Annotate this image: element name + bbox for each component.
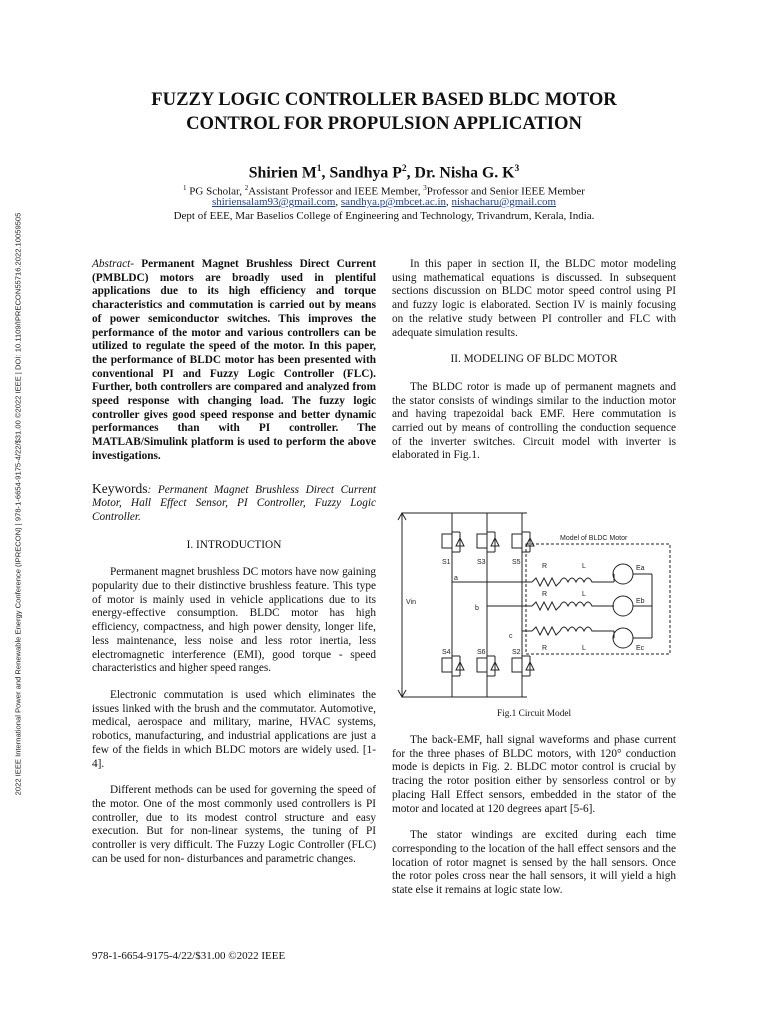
right-column-top [392,258,676,463]
affil-role-2: Assistant Professor and IEEE Member, [248,185,424,198]
r-label-c: R [542,645,548,652]
abstract-lead: Abstract- [92,258,135,270]
affil-sup-1: 1 [183,184,187,192]
title-line-2: CONTROL FOR PROPULSION APPLICATION [186,113,582,134]
left-column [92,258,376,866]
author-1: Shirien M [248,164,317,182]
section-heading-modeling: II. MODELING OF BLDC MOTOR [450,353,618,366]
circuit-diagram [392,508,676,704]
intro-paragraph-2: Electronic commutation is used which eliminates the issues linked with the brush and the commutator. Automotive, medical, aerospace and military, marine, HVAC systems, robotics, manufacturing, and industrial applications are just a few of the fields in which BLDC motors are widely used. [1-4]. [92,688,376,770]
keywords-body: : Permanent Magnet Brushless Direct Current Motor, Hall Effect Sensor, PI Controller, Fuzzy Logic Controller. [92,483,376,523]
switch-label-top-3: S5 [512,559,521,566]
paper-title [60,88,708,136]
node-label-c: c [509,633,513,640]
author-list [60,158,708,184]
email-link-2[interactable]: sandhya.p@mbcet.ac.in [340,196,447,208]
emf-label-a: Ea [636,565,645,572]
l-label-b: L [582,591,586,598]
affil-role-3: Professor and Senior IEEE Member [426,185,585,198]
l-label-c: L [582,645,586,652]
author-1-sup: 1 [316,164,322,174]
emf-label-c: Ec [636,645,645,652]
author-emails [40,196,728,209]
l-label-a: L [582,563,586,570]
email-sep-1: , [335,196,341,208]
email-sep-2: , [446,196,452,208]
vin-label: Vin [406,599,416,606]
title-line-1: FUZZY LOGIC CONTROLLER BASED BLDC MOTOR [151,89,617,110]
node-label-b: b [475,605,479,612]
keywords-lead: Keywords [92,480,148,496]
switch-label-bottom-3: S2 [512,649,521,656]
abstract-body: Permanent Magnet Brushless Direct Current (PMBLDC) motors are broadly used in plentiful applications due to its high efficiency and torque characteristics and commutation is carried out by means of power semiconductor switches. This improves the performance of the motor and various controllers can be utilized to regulate the speed of the motor. In this paper, the performance of BLDC motor has been presented with conventional PI and Fuzzy Logic Controller (FLC). Further, both controllers are compared and analyzed from speed response with changing load. The fuzzy logic controller gives good speed response and better dynamic performances than with PI controller. The MATLAB/Simulink platform is used to perform the above investigations. [92,258,376,462]
email-link-1[interactable]: shiriensalam93@gmail.com [211,196,336,208]
right-column-bottom [392,734,676,898]
affil-role-1: PG Scholar, [186,185,245,198]
circuit-figure [392,508,676,704]
affil-sup-3: 3 [423,184,427,192]
switch-label-bottom-1: S4 [442,649,451,656]
affil-sup-2: 2 [244,184,249,192]
modeling-paragraph-2: The back-EMF, hall signal waveforms and phase current for the three phases of BLDC motors, with 120° conduction mode is depicts in Fig. 2. BLDC motor control is crucial by tracing the rotor position either by sensorless control or by placing Hall Effect sensors, embedded in the stator of the motor and located at 120 degrees apart [5-6]. [392,734,676,815]
intro-paragraph-3: Different methods can be used for governing the speed of the motor. One of the most commonly used controllers is PI controller, due to its modest control structure and easy execution. But for non-linear systems, the tuning of PI controller is very difficult. The Fuzzy Logic Controller (FLC) can be used for non- disturbances and parametric changes. [92,784,376,865]
section-overview-paragraph: In this paper in section II, the BLDC motor modeling using mathematical equations is discussed. In subsequent sections discussion on BLDC motor speed control using PI and fuzzy logic is elaborated. Section IV is mainly focusing on the relative study between PI controller and FLC with adequate simulation results. [392,258,676,339]
author-2-sup: 2 [401,164,407,174]
modeling-paragraph-1: The BLDC rotor is made up of permanent magnets and the stator consists of windings similar to the induction motor and having trapezoidal back EMF. Here commutation is carried out by means of controlling the conduction sequence of the inverter switches. Circuit model with inverter is elaborated in Fig.1. [392,380,676,462]
intro-paragraph-1: Permanent magnet brushless DC motors have now gaining popularity due to their distinctive brushless feature. This type of motor is mainly used in vehicle applications due to its energy-effective consumption. BLDC motor has high efficiency, compactness, and high power density, longer life, less maintenance, less noise and less rotor inertia, less electromagnetic interference (EMI), good torque - speed characteristics and higher speed ranges. [92,566,376,675]
author-2: , Sandhya P [321,164,402,182]
doi-side-note-text: 2022 IEEE International Power and Renewable Energy Conference (IPRECON) | 978-1-6654-9175-4/22/$31.00 ©2022 IEEE | DOI: 10.1109/IPRECON55716.2022.10059505 [13,212,23,796]
r-label-b: R [542,591,548,598]
switch-label-top-1: S1 [442,559,451,566]
node-label-a: a [454,575,458,582]
author-3-sup: 3 [514,164,520,174]
section-heading-introduction: I. INTRODUCTION [186,538,282,551]
figure-caption: Fig.1 Circuit Model [496,709,572,719]
copyright-footer: 978-1-6654-9175-4/22/$31.00 ©2022 IEEE [92,950,286,962]
r-label-a: R [542,563,548,570]
email-link-3[interactable]: nishacharu@gmail.com [451,196,557,208]
modeling-paragraph-3: The stator windings are excited during each time corresponding to the location of the hall effect sensors and the location of rotor magnet is sensed by the hall sensors. Once the rotor poles cross near the hall sensors, it will yield a high state else it remains at logic state low. [392,829,676,897]
switch-label-top-2: S3 [477,559,486,566]
abstract [92,258,376,464]
motor-model-label: Model of BLDC Motor [560,535,628,542]
department-line: Dept of EEE, Mar Baselios College of Engineering and Technology, Trivandrum, Kerala, India. [173,210,595,222]
switch-label-bottom-2: S6 [477,649,486,656]
emf-label-b: Eb [636,598,645,605]
author-3: , Dr. Nisha G. K [406,164,515,182]
keywords [92,482,376,525]
